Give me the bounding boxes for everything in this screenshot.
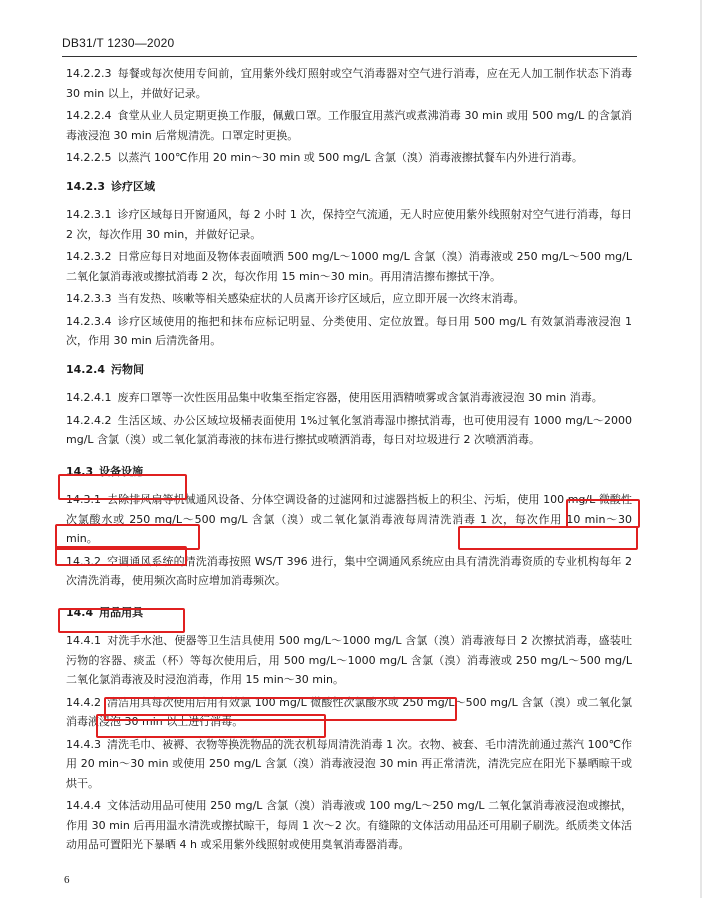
highlight-box-weekly-clean [458,526,638,550]
clause-14-2-3-3: 14.2.3.3 当有发热、咳嗽等相关感染症状的人员离开诊疗区域后，应立即开展一次终末消毒。 [66,292,525,305]
clause-14-4-4: 14.4.4 文体活动用品可使用 250 mg/L 含氯（溴）消毒液或 100 mg/L～250 mg/L 二氧化氯消毒液浸泡或擦拭，作用 30 min 后再用温水清洗或擦拭晾干，每周 1 次～2 次。有缝隙的文体活动用品还可用刷子刷洗。纸质类文体活动用品可置阳光下暴晒 4 h 或采用紫外线照射或使用臭氧消毒器消毒。 [66,799,632,851]
heading-14-3: 14.3 设备设施 [66,464,144,478]
clause-14-2-3-2: 14.2.3.2 日常应每日对地面及物体表面喷洒 500 mg/L～1000 mg/L 含氯（溴）消毒液或 250 mg/L～500 mg/L 二氧化氯消毒液或擦拭消毒 2 次，每次作用 15 min～30 min。再用清洁擦布擦拭干净。 [66,250,632,283]
page-number: 6 [64,874,70,886]
clause-14-2-2-5: 14.2.2.5 以蒸汽 100℃作用 20 min～30 min 或 500 mg/L 含氯（溴）消毒液擦拭餐车内外进行消毒。 [66,151,583,164]
header-rule [62,56,637,57]
highlight-box-heading-14-4 [58,608,185,633]
page-edge [700,0,702,898]
highlight-box-soak-30min [96,714,326,738]
heading-14-2-4: 14.2.4 污物间 [66,362,144,376]
highlight-box-duration [55,546,187,566]
clause-14-2-3-1: 14.2.3.1 诊疗区域每日开窗通风，每 2 小时 1 次，保持空气流通，无人时应使用紫外线照射对空气进行消毒，每日 2 次，每次作用 30 min，并做好记录。 [66,208,632,241]
heading-14-2-3: 14.2.3 诊疗区域 [66,179,155,193]
heading-14-4: 14.4 用品用具 [66,605,144,619]
highlight-box-use-100 [566,499,640,528]
clause-14-4-3: 14.4.3 清洗毛巾、被褥、衣物等换洗物品的洗衣机每周清洗消毒 1 次。衣物、被套、毛巾清洗前通过蒸汽 100℃作用 20 min～30 min 或使用 250 mg/L 含氯（溴）消毒液浸泡 30 min 再正常清洗，清洗完应在阳光下暴晒晾干或烘干。 [66,737,632,790]
clause-14-3-1: 14.3.1 去除排风扇等机械通风设备、分体空调设备的过滤网和过滤器挡板上的积尘、污垢，使用 100 mg/L 微酸性次氯酸水或 250 mg/L～500 mg/L 含氯（溴）或二氧化氯消毒液每周清洗消毒 1 次，每次作用 10 min～30 min。 [66,493,632,545]
clause-14-3-2: 14.3.2 空调通风系统的清洗消毒按照 WS/T 396 进行，集中空调通风系统应由具有清洗消毒资质的专业机构每年 2 次清洗消毒，使用频次高时应增加消毒频次。 [66,554,632,587]
highlight-box-heading-14-3 [58,474,187,500]
clause-14-4-2: 14.4.2 清洁用具每次使用后用有效氯 100 mg/L 微酸性次氯酸水或 250 mg/L～500 mg/L 含氯（溴）或二氧化氯消毒液浸泡 30 min 以上进行消毒。 [66,695,632,728]
clause-14-2-4-1: 14.2.4.1 废弃口罩等一次性医用品集中收集至指定容器，使用医用酒精喷雾或含氯消毒液浸泡 30 min 消毒。 [66,391,603,404]
clause-14-4-1: 14.4.1 对洗手水池、便器等卫生洁具使用 500 mg/L～1000 mg/L 含氯（溴）消毒液每日 2 次擦拭消毒，盛装吐污物的容器、痰盂（杯）等每次使用后，用 500 mg/L～1000 mg/L 含氯（溴）消毒液或 250 mg/L～500 mg/L 二氧化氯消毒液及时浸泡消毒，作用 15 min～30 min。 [66,634,632,686]
clause-14-2-2-4: 14.2.2.4 食堂从业人员定期更换工作服，佩戴口罩。工作服宜用蒸汽或煮沸消毒 30 min 或用 500 mg/L 的含氯消毒液浸泡 30 min 后常规清洗。口罩定时更换。 [66,109,632,142]
clause-14-2-2-3: 14.2.2.3 每餐或每次使用专间前，宜用紫外线灯照射或空气消毒器对空气进行消毒，应在无人加工制作状态下消毒 30 min 以上，并做好记录。 [66,67,632,100]
standard-code-header: DB31/T 1230—2020 [62,36,175,50]
clause-14-2-4-2: 14.2.4.2 生活区域、办公区域垃圾桶表面使用 1%过氧化氢消毒湿巾擦拭消毒，也可使用浸有 1000 mg/L～2000 mg/L 含氯（溴）或二氧化氯消毒液的抹布进行擦拭或喷洒消毒，每日对垃圾进行 2 次喷洒消毒。 [66,413,632,446]
clause-14-2-3-4: 14.2.3.4 诊疗区域使用的拖把和抹布应标记明显、分类使用、定位放置。每日用 500 mg/L 有效氯消毒液浸泡 1 次，作用 30 min 后清洗备用。 [66,314,632,347]
